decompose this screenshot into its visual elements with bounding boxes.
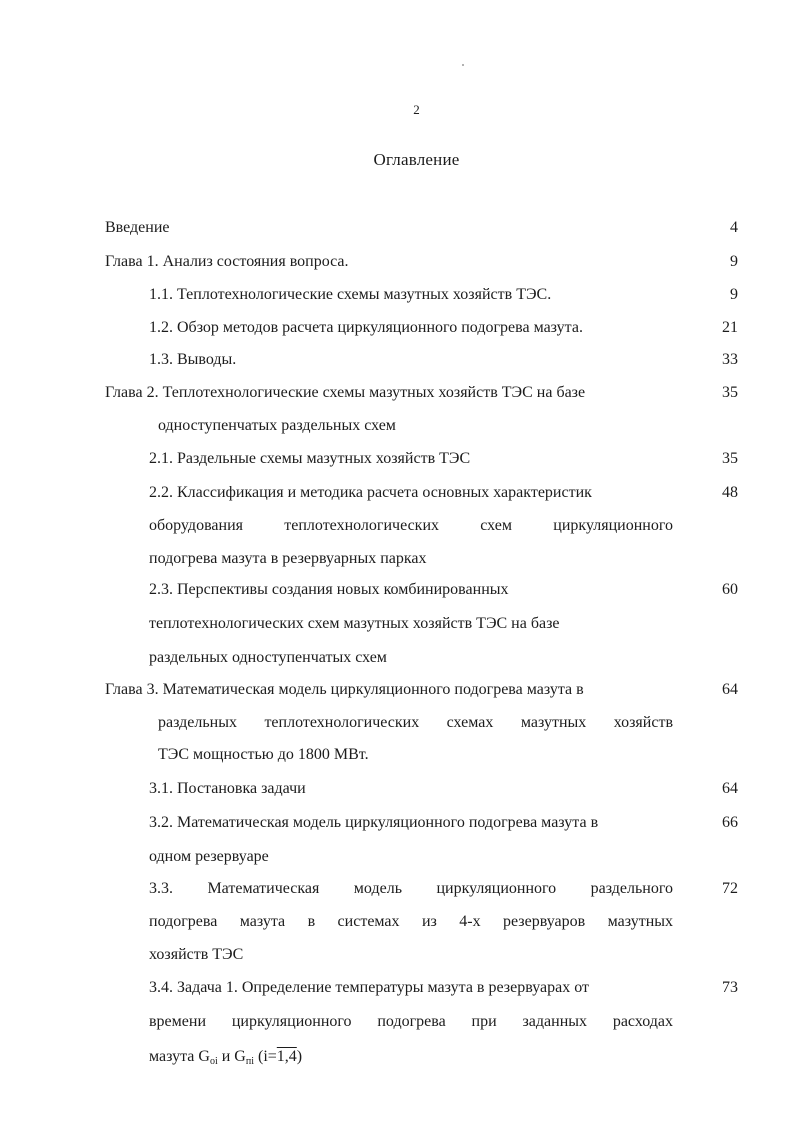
toc-entry-page: 72	[722, 880, 738, 897]
toc-entry-text: 3.3. Математическая модель циркуляционного раздельного	[149, 880, 673, 897]
toc-entry-text: Глава 2. Теплотехнологические схемы мазутных хозяйств ТЭС на базе	[105, 384, 586, 401]
toc-entry-text: раздельных теплотехнологических схемах мазутных хозяйств	[158, 714, 673, 731]
page-number: 2	[413, 102, 420, 117]
index-range: 1,4	[276, 1048, 297, 1065]
formula-mid: и G	[217, 1048, 246, 1065]
toc-entry-page: 35	[722, 450, 738, 467]
toc-entry-text: 2.3. Перспективы создания новых комбинированных	[149, 581, 509, 598]
subscript-pi: пi	[245, 1056, 254, 1067]
toc-entry-page: 35	[722, 384, 738, 401]
scan-speck	[462, 64, 464, 66]
toc-entry-page: 64	[722, 681, 738, 698]
toc-entry-formula-line	[149, 1047, 302, 1067]
toc-entry-text: 2.2. Классификация и методика расчета основных характеристик	[149, 484, 592, 501]
toc-entry-page: 66	[722, 814, 738, 831]
toc-entry-page: 9	[730, 253, 738, 270]
toc-entry-page: 73	[722, 979, 738, 996]
formula-close: )	[296, 1048, 303, 1065]
toc-entry-text: 3.1. Постановка задачи	[149, 780, 306, 797]
toc-entry-text: 1.1. Теплотехнологические схемы мазутных хозяйств ТЭС.	[149, 286, 552, 303]
toc-entry-page: 60	[722, 581, 738, 598]
toc-entry-page: 33	[722, 351, 738, 368]
toc-entry-page: 4	[730, 219, 738, 236]
formula-open: (i=	[254, 1048, 277, 1065]
toc-entry-page: 21	[722, 319, 738, 336]
toc-entry-text: 1.3. Выводы.	[149, 351, 237, 368]
page-title: Оглавление	[373, 150, 460, 169]
toc-entry-text: хозяйств ТЭС	[149, 946, 244, 963]
toc-entry-text: подогрева мазута в резервуарных парках	[149, 550, 427, 567]
toc-entry-text: одноступенчатых раздельных схем	[158, 417, 396, 434]
toc-entry-text: оборудования теплотехнологических схем циркуляционного	[149, 517, 673, 534]
toc-entry-page: 48	[722, 484, 738, 501]
toc-entry-text: раздельных одноступенчатых схем	[149, 649, 387, 666]
toc-entry-text: Введение	[105, 219, 170, 236]
toc-entry-page: 64	[722, 780, 738, 797]
toc-entry-page: 9	[730, 286, 738, 303]
formula-prefix: мазута G	[149, 1048, 210, 1065]
toc-entry-text: 1.2. Обзор методов расчета циркуляционного подогрева мазута.	[149, 319, 583, 336]
toc-entry-text: 2.1. Раздельные схемы мазутных хозяйств ТЭС	[149, 450, 471, 467]
toc-entry-text: подогрева мазута в системах из 4-х резервуаров мазутных	[149, 913, 673, 930]
toc-entry-text: одном резервуаре	[149, 848, 269, 865]
toc-entry-text: 3.2. Математическая модель циркуляционного подогрева мазута в	[149, 814, 599, 831]
toc-entry-text: Глава 1. Анализ состояния вопроса.	[105, 253, 349, 270]
toc-entry-text: Глава 3. Математическая модель циркуляционного подогрева мазута в	[105, 681, 584, 698]
toc-entry-text: ТЭС мощностью до 1800 МВт.	[158, 746, 369, 763]
toc-entry-text: 3.4. Задача 1. Определение температуры мазута в резервуарах от	[149, 979, 589, 996]
toc-entry-text: теплотехнологических схем мазутных хозяйств ТЭС на базе	[149, 615, 560, 632]
toc-entry-text: времени циркуляционного подогрева при заданных расходах	[149, 1013, 673, 1030]
subscript-oi: oi	[209, 1056, 218, 1067]
